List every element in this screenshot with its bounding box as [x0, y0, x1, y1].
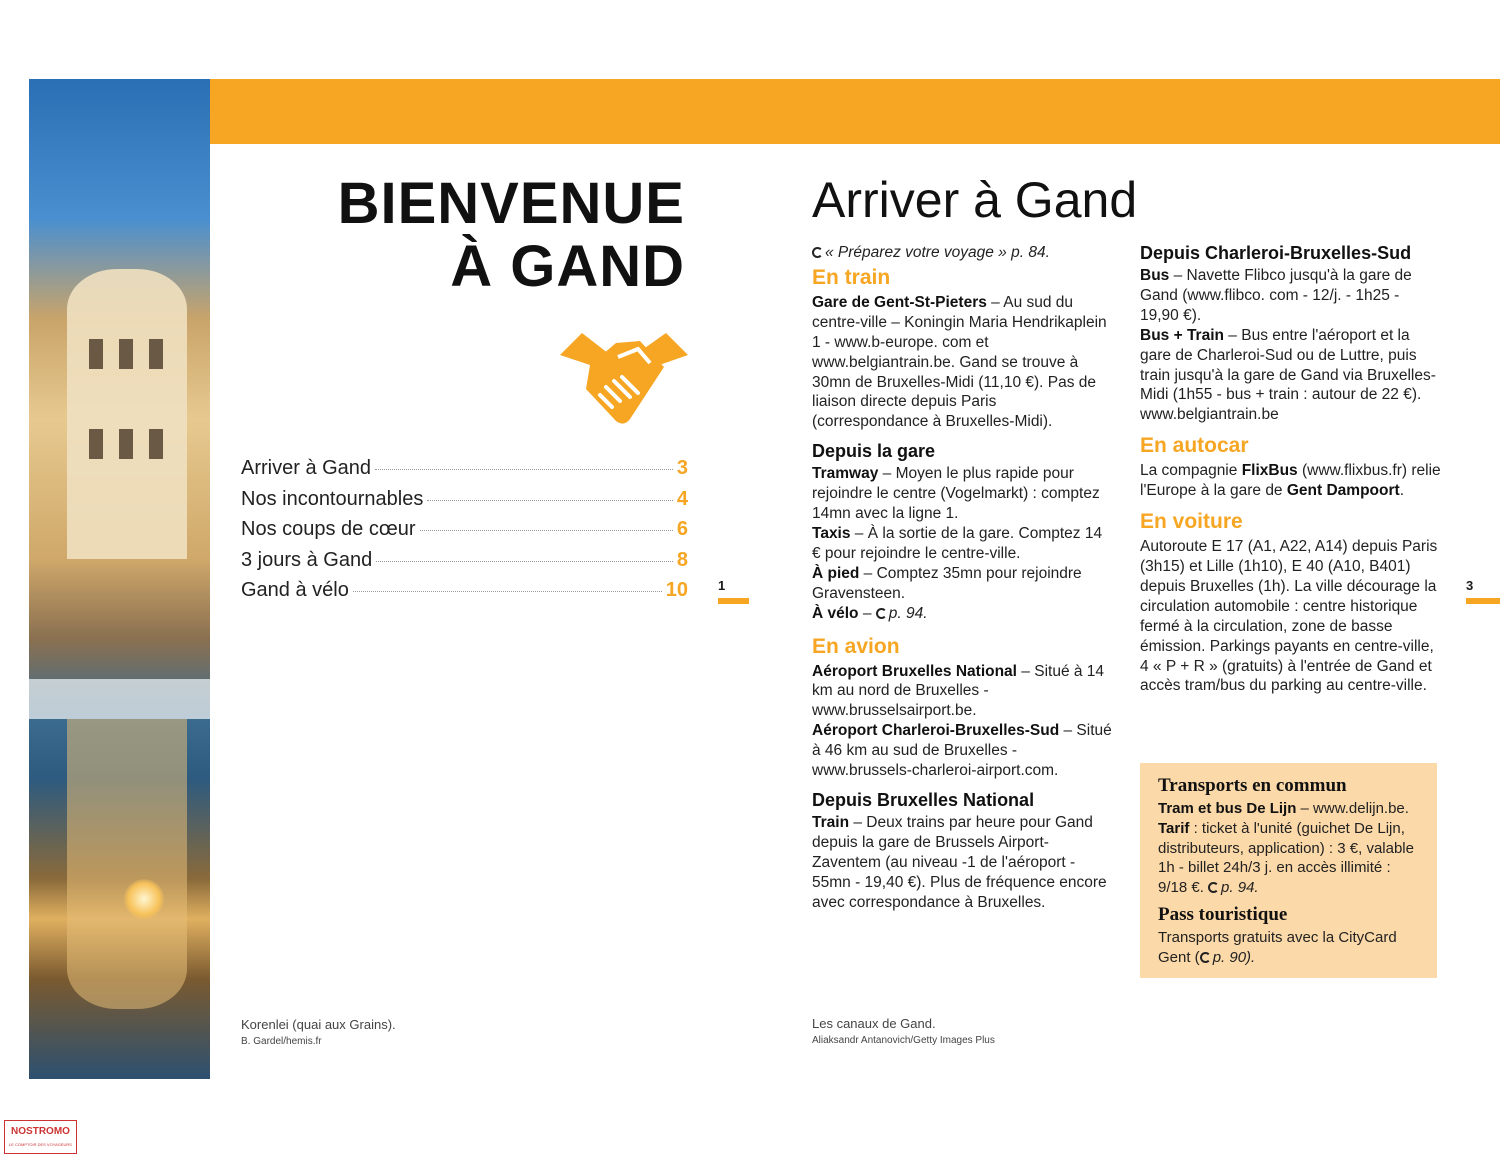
photo-credit: B. Gardel/hemis.fr: [241, 1036, 322, 1047]
box-paragraph-tarif: [1158, 819, 1419, 898]
table-of-contents: [241, 457, 688, 610]
heading-en-voiture: En voiture: [1140, 510, 1243, 534]
photo-facade: [67, 269, 187, 559]
photo-caption-left: [241, 1016, 396, 1050]
bold-term: Aéroport Charleroi-Bruxelles-Sud: [812, 722, 1060, 740]
body-text: –: [858, 604, 876, 622]
bold-term: Tramway: [812, 465, 879, 483]
paragraph-bus-train: [1140, 326, 1442, 426]
page-reference[interactable]: p. 90).: [1212, 948, 1256, 966]
page-reference[interactable]: p. 94.: [888, 604, 928, 622]
paragraph-bus: [1140, 266, 1442, 326]
photo-window: [119, 429, 133, 459]
body-text: – Comptez 35mn pour rejoindre Gravensteen.: [812, 564, 1082, 602]
bold-term: Tarif: [1158, 819, 1190, 837]
photo-window: [119, 339, 133, 369]
body-text: : ticket à l'unité (guichet De Lijn, distributeurs, application) : 3 €, valable 1h - billet 24h/3 j. en accès illimité : 9/18 €.: [1158, 819, 1414, 897]
heading-en-train: En train: [812, 265, 891, 289]
column-middle: [812, 243, 1112, 912]
body-text: – Moyen le plus rapide pour rejoindre le centre (Vogelmarkt) : comptez 14mn avec la ligne 1.: [812, 465, 1100, 523]
toc-leader: [376, 561, 673, 562]
box-heading-transports: Transports en commun: [1158, 775, 1347, 796]
toc-leader: [375, 469, 673, 470]
bold-term: Bus + Train: [1140, 326, 1224, 344]
page-reference[interactable]: p. 94.: [1221, 879, 1259, 897]
top-accent-bar: [210, 79, 1500, 144]
bold-term: Tram et bus De Lijn: [1158, 800, 1297, 817]
paragraph-tram: [812, 464, 1112, 524]
toc-page-number: 4: [676, 487, 688, 510]
photo-window: [149, 429, 163, 459]
photo-window: [149, 339, 163, 369]
toc-label: Arriver à Gand: [241, 457, 372, 479]
reference-icon: [1200, 952, 1211, 963]
box-heading-pass: Pass touristique: [1158, 903, 1288, 925]
toc-page-number: 6: [676, 518, 688, 540]
title-line-2: À GAND: [450, 234, 685, 299]
reference-icon: [1208, 882, 1219, 893]
paragraph-pied: [812, 564, 1112, 604]
bold-term: Gare de Gent-St-Pieters: [812, 293, 987, 311]
toc-page-number: 3: [676, 457, 688, 479]
caption-text: Les canaux de Gand.: [812, 1016, 936, 1031]
toc-label: 3 jours à Gand: [241, 548, 373, 571]
body-text: La compagnie: [1140, 462, 1242, 480]
toc-item[interactable]: [241, 488, 688, 519]
paragraph-velo: [812, 604, 1112, 624]
heading-depuis-charleroi: Depuis Charleroi-Bruxelles-Sud: [1140, 243, 1412, 263]
toc-item[interactable]: [241, 549, 688, 580]
toc-leader: [420, 530, 673, 531]
heading-en-autocar: En autocar: [1140, 434, 1249, 458]
folio-bar-left: [718, 598, 749, 604]
logo-tagline: LE COMPTOIR DES VOYAGEURS: [9, 1142, 72, 1147]
paragraph-autocar: [1140, 461, 1442, 501]
photo-caption-right: [812, 1015, 995, 1049]
caption-text: Korenlei (quai aux Grains).: [241, 1017, 396, 1032]
photo-boat: [29, 679, 210, 719]
folio-bar-right: [1466, 598, 1500, 604]
body-text: – Situé à 46 km au sud de Bruxelles - www.brussels-charleroi-airport.com.: [812, 722, 1112, 780]
bold-term: FlixBus: [1241, 462, 1298, 480]
reference-icon: [876, 608, 887, 619]
page-number-right: 3: [1466, 578, 1474, 593]
paragraph-aeroport-2: [812, 721, 1112, 781]
bold-term: À pied: [812, 564, 860, 582]
title-line-1: BIENVENUE: [337, 171, 685, 236]
photo-reflection: [67, 719, 187, 1009]
section-title-arriver: Arriver à Gand: [812, 172, 1138, 228]
toc-label: Gand à vélo: [241, 579, 349, 601]
paragraph-train-bxl: [812, 813, 1112, 913]
paragraph-taxi: [812, 524, 1112, 564]
toc-item[interactable]: [241, 518, 688, 549]
toc-item[interactable]: [241, 579, 688, 610]
toc-item[interactable]: [241, 457, 688, 488]
toc-label: Nos coups de cœur: [241, 518, 416, 540]
toc-leader: [427, 500, 673, 501]
toc-page-number: 10: [665, 579, 688, 601]
body-text: .: [1399, 482, 1404, 500]
photo-credit: Aliaksandr Antanovich/Getty Images Plus: [812, 1035, 995, 1046]
page-title-bienvenue: [338, 172, 685, 298]
intro-reference: [812, 243, 1112, 263]
bold-term: Gent Dampoort: [1286, 482, 1400, 500]
body-text: – Situé à 14 km au nord de Bruxelles - www.brusselsairport.be.: [812, 662, 1105, 720]
paragraph-aeroport-1: [812, 662, 1112, 722]
photo-window: [89, 429, 103, 459]
bold-term: Aéroport Bruxelles National: [812, 662, 1017, 680]
nostromo-logo[interactable]: [4, 1120, 77, 1154]
toc-label: Nos incontournables: [241, 487, 424, 510]
reference-icon: [812, 247, 823, 258]
body-text: – À la sortie de la gare. Comptez 14 € pour rejoindre le centre-ville.: [812, 524, 1103, 562]
heading-depuis-la-gare: Depuis la gare: [812, 441, 936, 462]
bold-term: Train: [812, 813, 850, 831]
box-paragraph-pass: [1158, 928, 1419, 968]
body-text: – Navette Flibco jusqu'à la gare de Gand (www.flibco. com - 12/j. - 1h25 - 19,90 €).: [1140, 267, 1412, 324]
paragraph-voiture: Autoroute E 17 (A1, A22, A14) depuis Paris (3h15) et Lille (1h10), E 40 (A10, B401) depuis Bruxelles (1h). La ville décourage la circulation automobile : centre historique fermé à la circulation, zone de basse émission. Parkings payants en centre-ville, 4 « P + R » (gratuits) à l'entrée de Gand et accès tram/bus du parking au centre-ville.: [1140, 538, 1438, 695]
toc-page-number: 8: [676, 548, 688, 571]
info-box-transports: [1140, 763, 1437, 978]
column-right: [1140, 240, 1442, 696]
body-text: Transports gratuits avec la CityCard Gent (: [1158, 928, 1397, 966]
body-text: – www.delijn.be.: [1296, 800, 1409, 817]
toc-leader: [353, 591, 662, 592]
page-number-left: 1: [718, 578, 726, 593]
intro-text: « Préparez votre voyage » p. 84.: [825, 244, 1050, 261]
body-text: – Bus entre l'aéroport et la gare de Charleroi-Sud ou de Luttre, puis train jusqu'à la gare de Gand via Bruxelles-Midi (1h55 - bus + train : autour de 22 €). www.belgiantrain.be: [1140, 326, 1436, 424]
body-text: – Au sud du centre-ville – Koningin Maria Hendrikaplein 1 - www.b-europe. com et www.belgiantrain.be. Gand se trouve à 30mn de Bruxelles-Midi (11,10 €). Pas de liaison directe depuis Paris (correspondance à Bruxelles-Midi).: [812, 293, 1107, 431]
body-text: (www.flixbus.fr) relie l'Europe à la gare de: [1140, 462, 1441, 500]
bold-term: Taxis: [812, 524, 851, 542]
box-paragraph-tram: [1158, 799, 1419, 819]
bold-term: À vélo: [812, 604, 859, 622]
paragraph-gare: [812, 293, 1112, 432]
photo-window: [89, 339, 103, 369]
logo-name: NOSTROMO: [11, 1126, 70, 1137]
body-text: – Deux trains par heure pour Gand depuis la gare de Brussels Airport-Zaventem (au niveau -1 de l'aéroport - 55mn - 19,40 €). Plus de fréquence encore avec correspondance à Bruxelles.: [812, 813, 1107, 911]
bold-term: Bus: [1140, 267, 1170, 284]
cover-photo-korenlei: [29, 79, 210, 1079]
heading-en-avion: En avion: [812, 634, 900, 658]
photo-sun-reflection: [124, 879, 164, 919]
heading-depuis-bruxelles: Depuis Bruxelles National: [812, 789, 1035, 810]
handshake-icon: [560, 327, 688, 429]
